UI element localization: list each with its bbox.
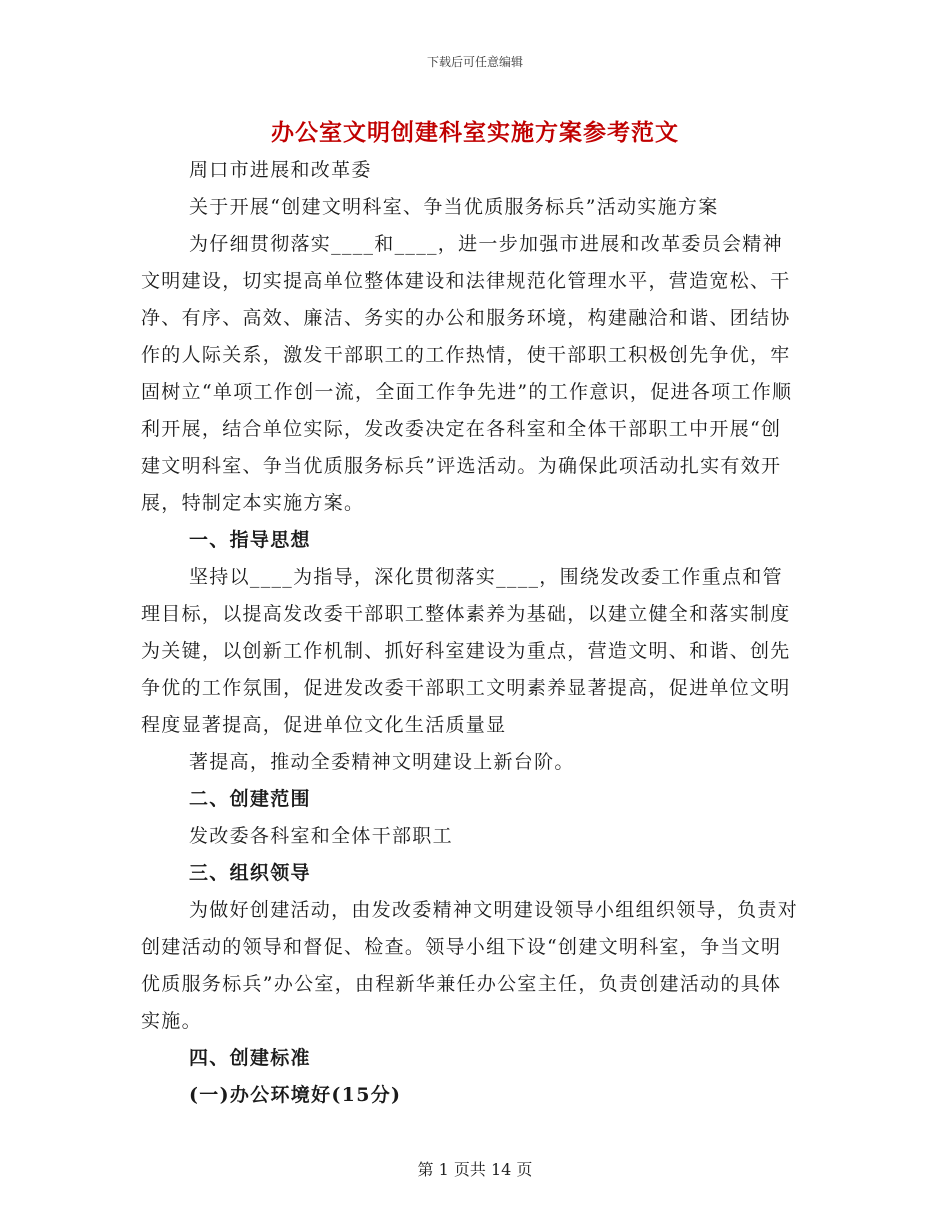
intro-paragraph: 为仔细贯彻落实____和____，进一步加强市进展和改革委员会精神文明建设，切实提高单位整体建设和法律规范化管理水平，营造宽松、干净、有序、高效、廉洁、务实的办公和服务环境，构建融洽和谐、团结协作的人际关系，激发干部职工的工作热情，使干部职工积极创先争优，牢固树立“单项工作创一流，全面工作争先进”的工作意识，促进各项工作顺利开展，结合单位实际，发改委决定在各科室和全体干部职工中开展“创建文明科室、争当优质服务标兵”评选活动。为确保此项活动扎实有效开展，特制定本实施方案。 — [141, 233, 793, 514]
section-heading-standards: 四、创建标准 — [189, 1047, 311, 1069]
org-line: 周口市进展和改革委 — [189, 159, 372, 181]
section-body-scope: 发改委各科室和全体干部职工 — [189, 825, 453, 847]
document-body — [141, 152, 801, 1114]
document-title: 办公室文明创建科室实施方案参考范文 — [271, 119, 679, 146]
section-heading-leadership: 三、组织领导 — [189, 862, 311, 884]
subsection-heading-office-environment: (一)办公环境好(15分) — [189, 1084, 402, 1106]
subject-line: 关于开展“创建文明科室、争当优质服务标兵”活动实施方案 — [189, 196, 719, 218]
page-footer: 第 1 页共 14 页 — [417, 1160, 533, 1179]
section-heading-guiding-thought: 一、指导思想 — [189, 529, 311, 551]
section-body-leadership: 为做好创建活动，由发改委精神文明建设领导小组组织领导，负责对创建活动的领导和督促、检查。领导小组下设“创建文明科室，争当文明优质服务标兵”办公室，由程新华兼任办公室主任，负责创建活动的具体实施。 — [141, 899, 799, 1032]
section-body-guiding-thought: 坚持以____为指导，深化贯彻落实____，围绕发改委工作重点和管理目标，以提高发改委干部职工整体素养为基础，以建立健全和落实制度为关键，以创新工作机制、抓好科室建设为重点，营造文明、和谐、创先争优的工作氛围，促进发改委干部职工文明素养显著提高，促进单位文明程度显著提高，促进单位文化生活质量显 — [141, 566, 791, 736]
section-heading-scope: 二、创建范围 — [189, 788, 311, 810]
section-body-guiding-thought-cont: 著提高，推动全委精神文明建设上新台阶。 — [189, 751, 575, 773]
header-note: 下载后可任意编辑 — [426, 55, 523, 69]
